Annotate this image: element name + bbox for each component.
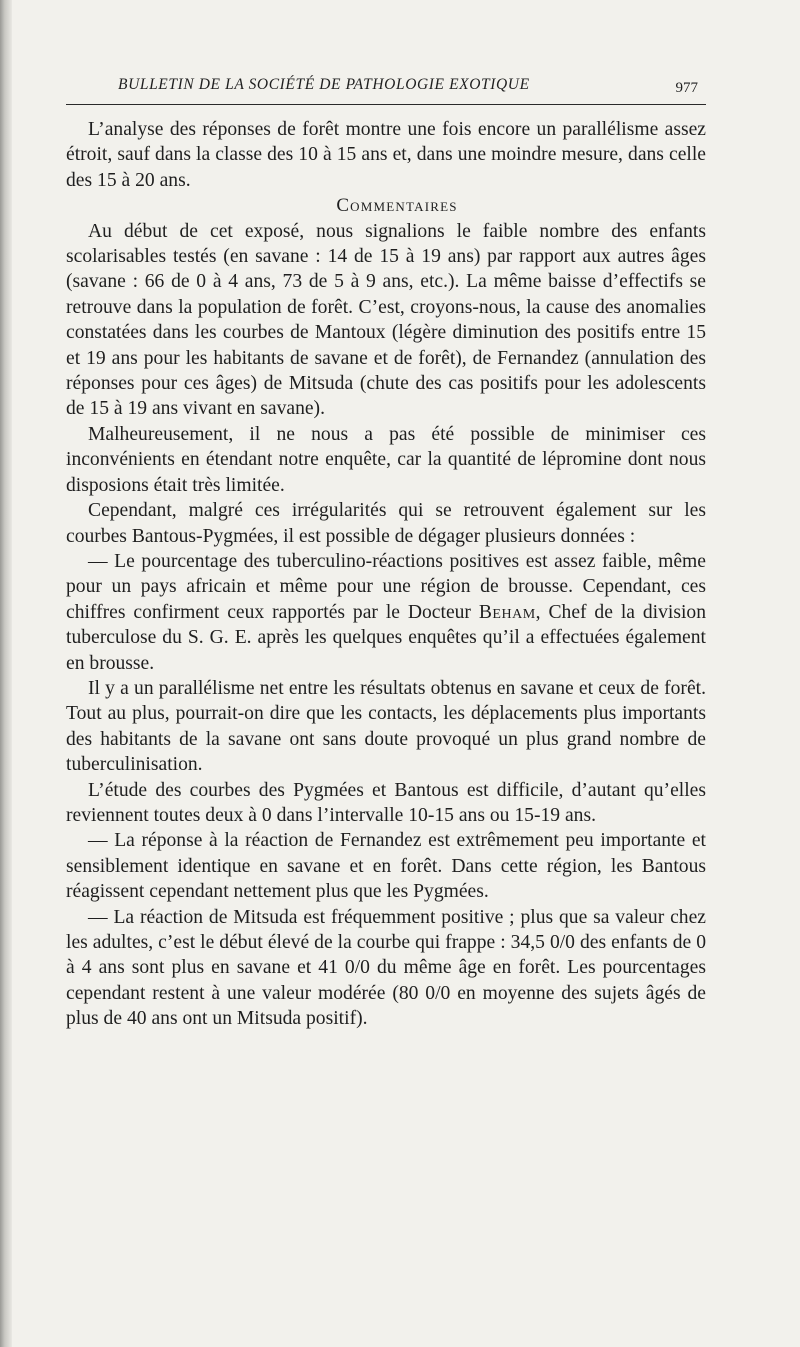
paragraph-intro: L’analyse des réponses de forêt montre une fois encore un parallélisme assez étroit, sauf dans la classe des 10 à 15 ans et, dans une moindre mesure, dans celle des 15 à 20 ans. — [66, 119, 706, 191]
paragraph-mitsuda: — La réaction de Mitsuda est fréquemment positive ; plus que sa valeur chez les adultes, c’est le début élevé de la courbe qui frappe : 34,5 0/0 des enfants de 0 à 4 ans sont plus en savane et 41 0/0 du même âge en forêt. Les pourcentages cependant restent à une valeur modérée (80 0/0 en moyenne des sujets âgés de plus de 40 ans ont un Mitsuda positif). — [66, 906, 706, 1030]
book-spine-shadow — [0, 0, 12, 1347]
pourcentage-text-end: , Chef de la division tuberculose du S. G. E. après les quelques enquêtes qu’il a effectuées également en brousse. — [66, 601, 706, 674]
pourcentage-text-start: — Le pourcentage des tuberculino-réactions positives est assez faible, même pour un pays africain et même pour une région de brousse. Cependant, ces chiffres confirment ceux rapportés par le Docteur — [66, 550, 706, 623]
section-heading: Commentaires — [336, 195, 458, 217]
paragraph-pourcentage — [66, 549, 706, 676]
author-name-beham: Beham — [478, 601, 536, 623]
running-title: BULLETIN DE LA SOCIÉTÉ DE PATHOLOGIE EXOTIQUE — [118, 76, 530, 93]
paragraph-debut: Au début de cet exposé, nous signalions le faible nombre des enfants scolarisables testés (en savane : 14 de 15 à 19 ans) par rapport aux autres âges (savane : 66 de 0 à 4 ans, 73 de 5 à 9 ans, etc.). La même baisse d’effectifs se retrouve dans la population de forêt. C’est, croyons-nous, la cause des anomalies constatées dans les courbes de Mantoux (légère diminution des positifs entre 15 et 19 ans pour les habitants de savane et de forêt), de Fernandez (annulation des réponses pour ces âges) de Mitsuda (chute des cas positifs pour les adolescents de 15 à 19 ans vivant en savane). — [66, 220, 706, 420]
paragraph-fernandez: — La réponse à la réaction de Fernandez est extrêmement peu importante et sensiblement identique en savane et en forêt. Dans cette région, les Bantous réagissent cependant nettement plus que les Pygmées. — [66, 830, 706, 903]
document-page — [66, 70, 706, 1032]
running-header — [66, 70, 706, 105]
paragraph-malheureusement: Malheureusement, il ne nous a pas été possible de minimiser ces inconvénients en étendant notre enquête, car la quantité de lépromine dont nous disposions était très limitée. — [66, 423, 706, 496]
paragraph-parallelisme: Il y a un parallélisme net entre les résultats obtenus en savane et ceux de forêt. Tout au plus, pourrait-on dire que les contacts, les déplacements plus importants des habitants de la savane ont sans doute provoqué un plus grand nombre de tuberculinisation. — [66, 677, 706, 776]
paragraph-cependant: Cependant, malgré ces irrégularités qui se retrouvent également sur les courbes Bantous-Pygmées, il est possible de dégager plusieurs données : — [66, 500, 706, 547]
paragraph-etude: L’étude des courbes des Pygmées et Bantous est difficile, d’autant qu’elles reviennent toutes deux à 0 dans l’intervalle 10-15 ans ou 15-19 ans. — [66, 779, 706, 826]
page-number: 977 — [675, 80, 698, 96]
body-text — [66, 117, 706, 1032]
